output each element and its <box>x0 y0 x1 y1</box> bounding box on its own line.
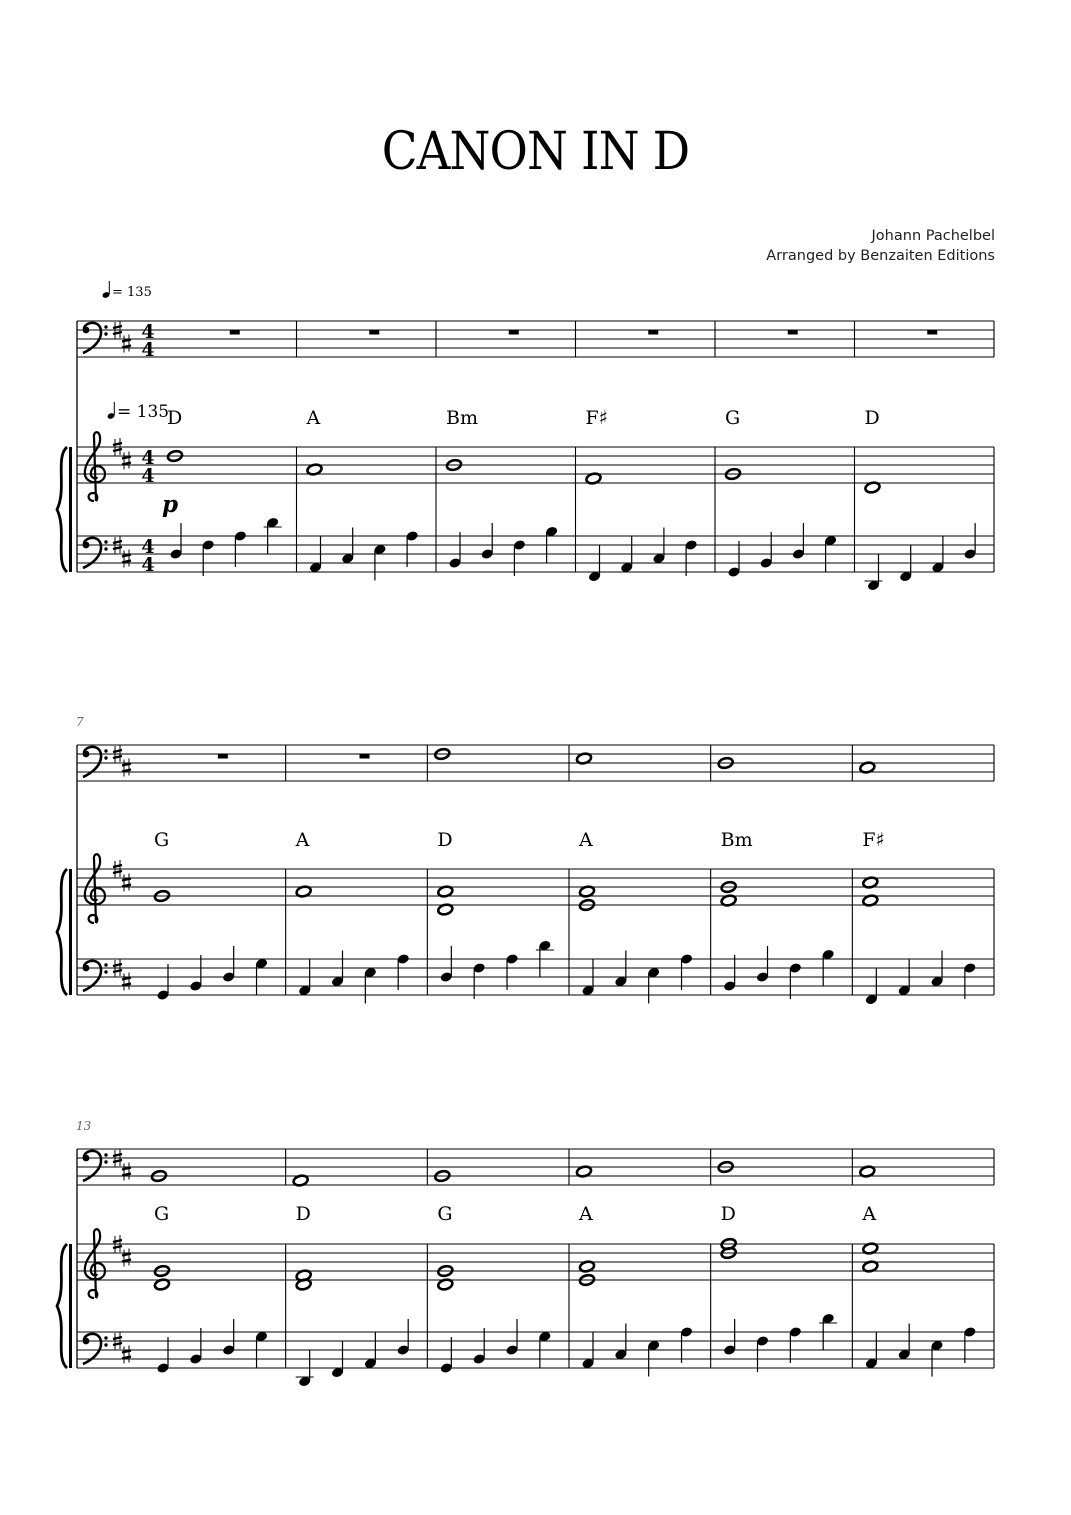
chord-symbol: A <box>579 1203 593 1225</box>
whole-rest <box>369 330 379 335</box>
whole-rest <box>509 330 519 335</box>
whole-rest <box>788 330 798 335</box>
treble-time-sig-den: 4 <box>141 465 155 487</box>
treble-clef-icon <box>85 432 105 501</box>
measure-number: 7 <box>76 715 84 729</box>
grand-staff-bracket <box>69 869 72 995</box>
chord-symbol: Bm <box>446 407 478 429</box>
treble-clef-icon <box>85 1229 105 1298</box>
page-title: CANON IN D <box>381 122 690 182</box>
measure-number: 13 <box>76 1119 92 1133</box>
whole-rest <box>218 754 228 759</box>
sharp-icon <box>122 550 131 568</box>
sharp-icon <box>122 1346 131 1364</box>
arranger-credit: Arranged by Benzaiten Editions <box>766 248 995 264</box>
tempo-mark: = 135 <box>117 402 170 422</box>
sharp-icon <box>122 1249 131 1267</box>
chord-symbol: F♯ <box>585 407 608 429</box>
chord-symbol: A <box>862 1203 877 1225</box>
sharp-icon <box>122 759 131 777</box>
grand-staff-brace-icon <box>57 447 67 572</box>
left-hand-time-sig-num: 4 <box>141 536 155 558</box>
sharp-icon <box>122 1163 131 1181</box>
whole-rest <box>230 330 240 335</box>
chord-symbol: G <box>725 407 741 429</box>
dynamic-marking: p <box>162 491 179 518</box>
bass-time-sig-num: 4 <box>141 321 155 343</box>
whole-rest <box>648 330 658 335</box>
composer-credit: Johann Pachelbel <box>871 228 995 244</box>
chord-symbol: G <box>437 1203 453 1225</box>
chord-symbol: A <box>295 829 310 851</box>
chord-symbol: D <box>167 407 183 429</box>
grand-staff-bracket <box>69 447 72 572</box>
chord-symbol: D <box>864 407 880 429</box>
left-hand-time-sig-den: 4 <box>141 554 155 576</box>
whole-rest <box>360 754 370 759</box>
treble-clef-icon <box>85 854 105 923</box>
chord-symbol: D <box>437 829 453 851</box>
sharp-icon <box>122 874 131 892</box>
sharp-icon <box>122 452 131 470</box>
chord-symbol: Bm <box>720 829 753 851</box>
chord-symbol: F♯ <box>862 829 885 851</box>
chord-symbol: G <box>154 1203 170 1225</box>
chord-symbol: D <box>720 1203 736 1225</box>
grand-staff-bracket <box>69 1244 72 1368</box>
chord-symbol: D <box>295 1203 311 1225</box>
grand-staff-brace-icon <box>57 1244 67 1368</box>
sharp-icon <box>122 335 131 353</box>
bass-time-sig-den: 4 <box>141 339 155 361</box>
treble-time-sig-num: 4 <box>141 447 155 469</box>
chord-symbol: A <box>579 829 593 851</box>
tempo-mark: = 135 <box>112 285 152 300</box>
sharp-icon <box>122 973 131 991</box>
whole-rest <box>927 330 937 335</box>
grand-staff-brace-icon <box>57 869 67 995</box>
chord-symbol: A <box>306 407 321 429</box>
chord-symbol: G <box>154 829 170 851</box>
